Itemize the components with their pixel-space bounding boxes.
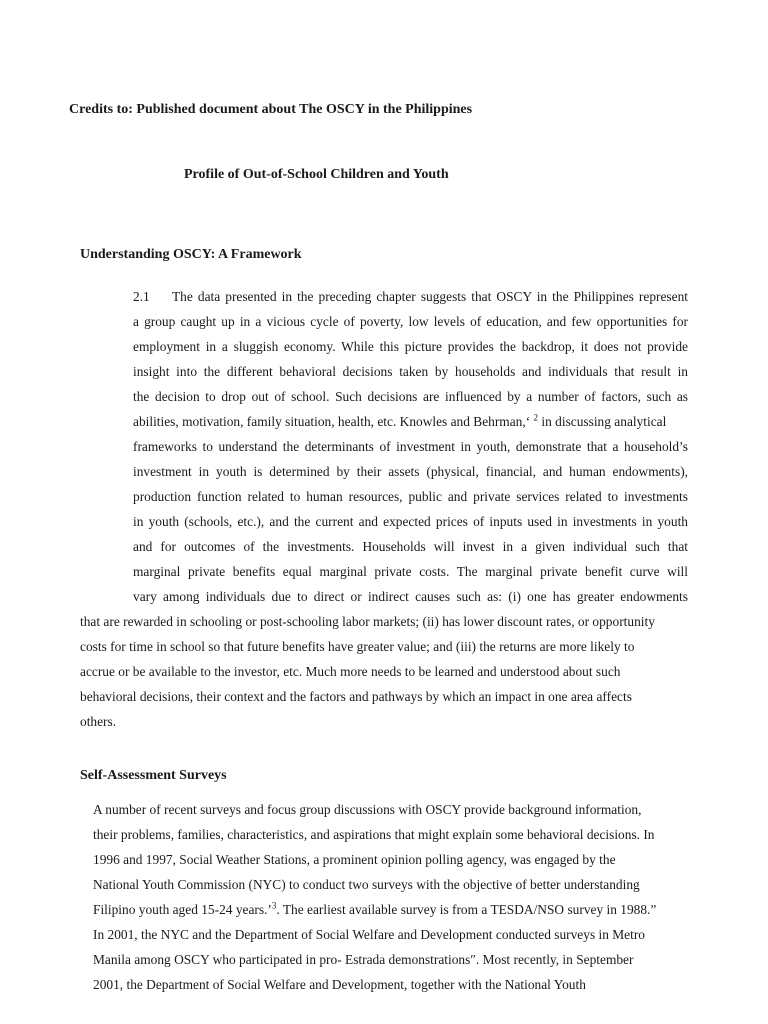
text-line: a group caught up in a vicious cycle of poverty, low levels of education, and few opportunities for: [133, 314, 688, 329]
text-line: The data presented in the preceding chapter suggests that OSCY in the Philippines represent: [172, 289, 688, 304]
credits-line: Credits to: Published document about The OSCY in the Philippines: [69, 102, 473, 117]
text-line: their problems, families, characteristics, and aspirations that might explain some behavioral decisions. In: [93, 827, 655, 842]
paragraph-number: 2.1: [133, 289, 150, 304]
section-heading-surveys: Self-Assessment Surveys: [80, 768, 227, 783]
text-line: 1996 and 1997, Social Weather Stations, a prominent opinion polling agency, was engaged by the: [93, 852, 616, 867]
text-line: National Youth Commission (NYC) to conduct two surveys with the objective of better understanding: [93, 877, 640, 892]
text-line: production function related to human resources, public and private services related to investments: [133, 489, 688, 504]
text-line: In 2001, the NYC and the Department of Social Welfare and Development conducted surveys in Metro: [93, 927, 645, 942]
text-line: employment in a sluggish economy. While this picture provides the backdrop, it does not provide: [133, 339, 688, 354]
footnote-marker: 2: [533, 412, 539, 423]
text-line: investment in youth is determined by their assets (physical, financial, and human endowments),: [133, 464, 688, 479]
text-line: behavioral decisions, their context and the factors and pathways by which an impact in one area affects: [80, 689, 632, 704]
text-line: Manila among OSCY who participated in pro- Estrada demonstrations″. Most recently, in September: [93, 952, 634, 967]
text-line-with-footnote: [93, 901, 656, 919]
text-line: others.: [80, 714, 117, 729]
text-segment: Filipino youth aged 15-24 years.’: [93, 902, 272, 917]
text-line: A number of recent surveys and focus group discussions with OSCY provide background information,: [93, 802, 642, 817]
text-line: vary among individuals due to direct or indirect causes such as: (i) one has greater endowments: [133, 589, 688, 604]
document-title: Profile of Out-of-School Children and Youth: [184, 167, 449, 182]
text-line: insight into the different behavioral decisions taken by households and individuals that result in: [133, 364, 688, 379]
section-heading-framework: Understanding OSCY: A Framework: [80, 247, 302, 262]
text-line: 2001, the Department of Social Welfare and Development, together with the National Youth: [93, 977, 586, 992]
text-line: accrue or be available to the investor, etc. Much more needs to be learned and understood about such: [80, 664, 621, 679]
text-line: costs for time in school so that future benefits have greater value; and (iii) the returns are more likely to: [80, 639, 635, 654]
footnote-marker: 3: [271, 900, 277, 911]
text-line: and for outcomes of the investments. Households will invest in a given individual such that: [133, 539, 688, 554]
text-segment: . The earliest available survey is from a TESDA/NSO survey in 1988.”: [276, 902, 657, 917]
text-line: frameworks to understand the determinants of investment in youth, demonstrate that a household’s: [133, 439, 688, 454]
text-line: the decision to drop out of school. Such decisions are influenced by a number of factors, such as: [133, 389, 688, 404]
text-line: marginal private benefits equal marginal private costs. The marginal private benefit curve will: [133, 564, 688, 579]
text-line: in youth (schools, etc.), and the current and expected prices of inputs used in investments in youth: [133, 514, 688, 529]
text-segment: abilities, motivation, family situation, health, etc. Knowles and Behrman,‘: [133, 414, 531, 429]
text-line-with-footnote: [133, 413, 666, 431]
text-segment: in discussing analytical: [541, 414, 667, 429]
text-line: that are rewarded in schooling or post-schooling labor markets; (ii) has lower discount rates, or opportunity: [80, 614, 655, 629]
